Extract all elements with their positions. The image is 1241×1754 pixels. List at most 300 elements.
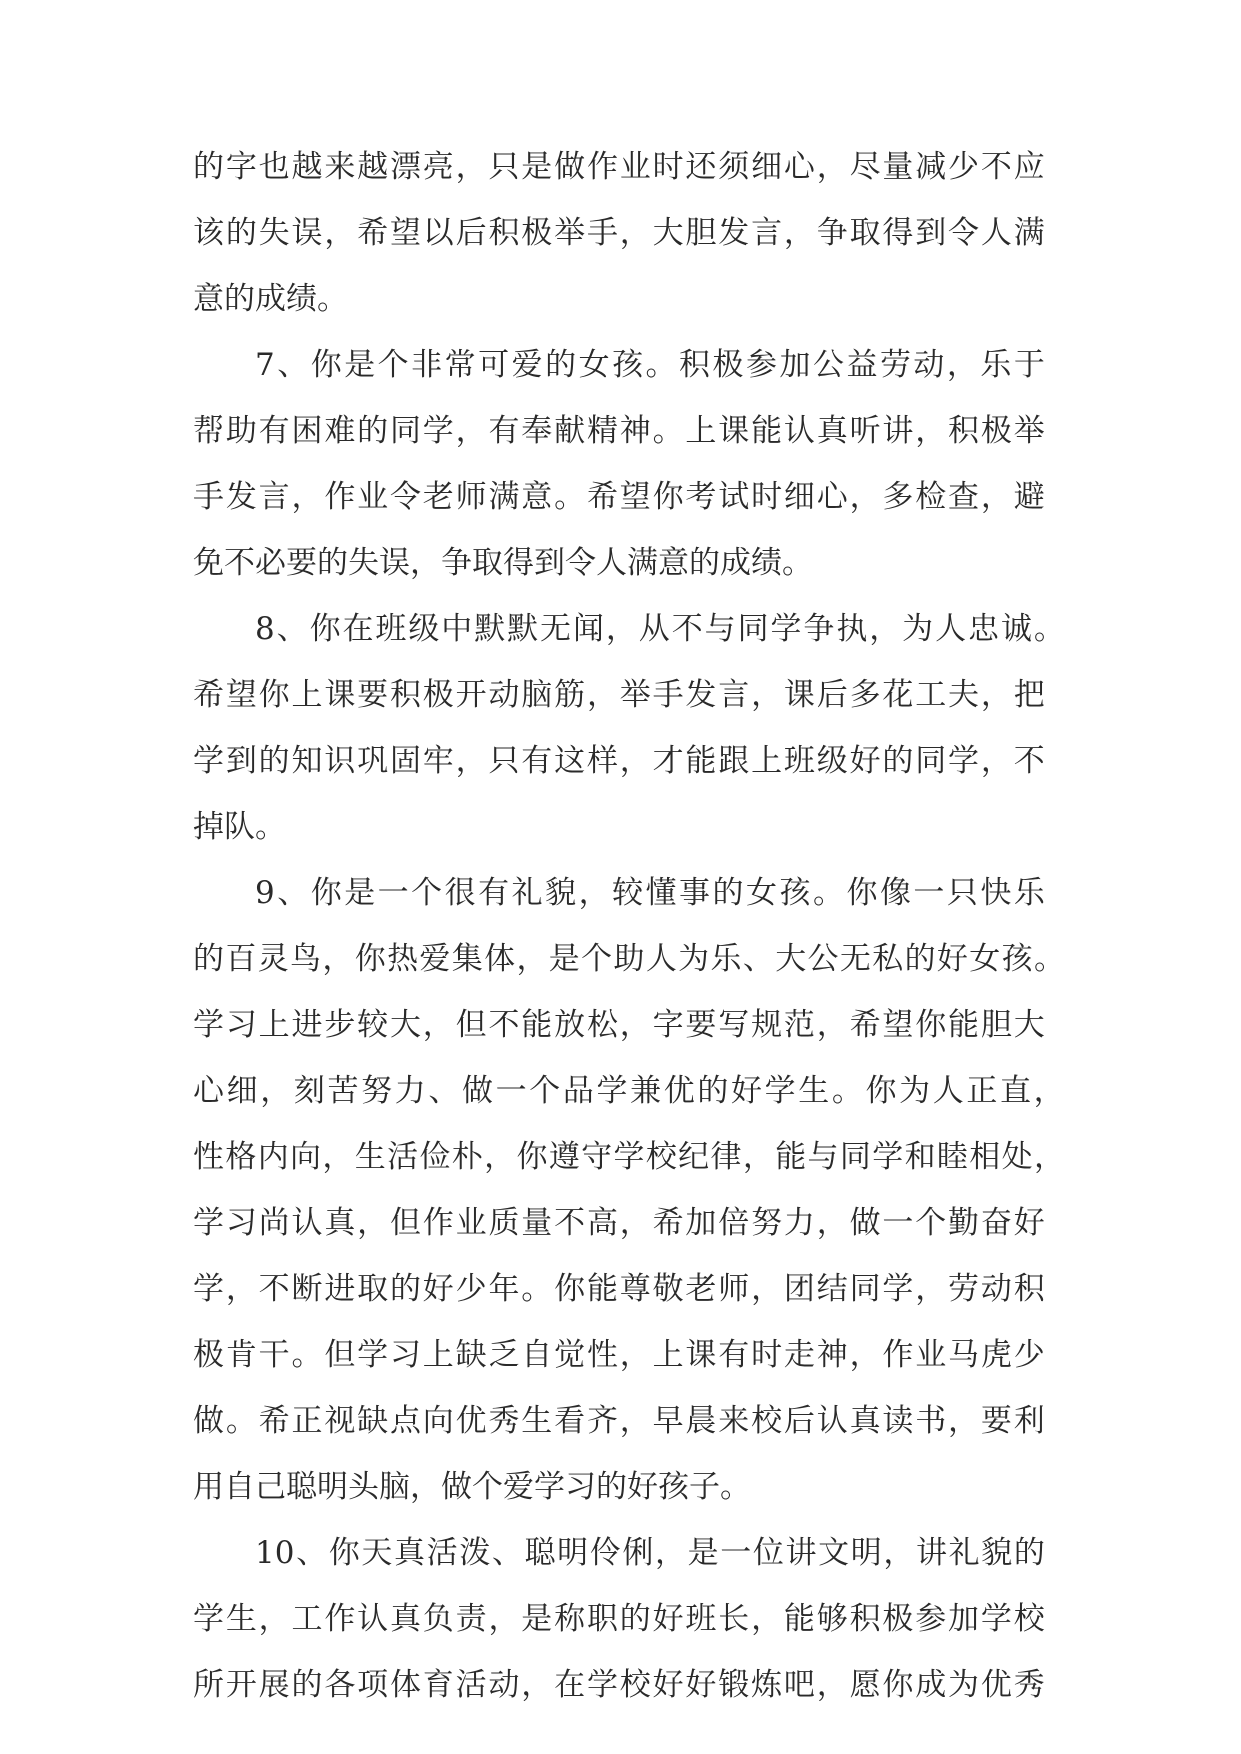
glyph: 无 [839,941,871,977]
glyph: 活 [455,1667,487,1703]
glyph: 灵 [257,941,289,977]
glyph: 愿 [849,1667,881,1703]
glyph: 范 [783,1007,815,1043]
glyph: 进 [324,1271,356,1307]
glyph: 开 [225,1667,257,1703]
glyph: 言 [258,479,290,515]
glyph: 刻 [293,1073,325,1109]
text-line [193,1589,1045,1649]
glyph: 女 [969,941,1001,977]
glyph: ， [948,1403,980,1439]
glyph: ， [455,413,487,449]
paragraph-first-line [255,599,1065,659]
glyph: ， [324,215,356,251]
glyph: 是 [521,1601,553,1637]
glyph: 神 [816,1337,848,1373]
glyph: 须 [718,149,750,185]
glyph: 希 [193,677,224,713]
glyph: 活 [426,1535,458,1571]
glyph: 勤 [948,1205,980,1241]
glyph: 开 [455,677,487,713]
glyph: 师 [718,1271,750,1307]
glyph: 大 [775,941,807,977]
glyph: 要 [357,677,389,713]
glyph: 发 [718,215,750,251]
glyph: 性 [586,1337,618,1373]
glyph: 非 [411,347,443,383]
glyph: 展 [258,1667,290,1703]
glyph: 的 [357,413,389,449]
glyph: 8 [255,611,275,647]
glyph: 的 [1013,1535,1045,1571]
glyph: 加 [779,347,811,383]
glyph: 级 [816,743,848,779]
glyph: 认 [783,413,815,449]
glyph: 讲 [785,1535,817,1571]
glyph: 同 [915,743,947,779]
glyph: ， [586,677,618,713]
glyph: 真 [389,1601,421,1637]
text-line [193,1325,1045,1385]
glyph: 时 [751,479,783,515]
glyph: 学 [948,743,980,779]
glyph: 上 [422,1337,454,1373]
glyph: 心 [816,479,848,515]
glyph: 较 [612,875,644,911]
glyph: 品 [562,1073,594,1109]
glyph: 级 [408,611,440,647]
glyph: 诚 [1000,611,1032,647]
glyph: 缺 [357,1403,389,1439]
glyph: 的 [697,1073,729,1109]
glyph: 上 [291,677,323,713]
glyph: 负 [422,1601,454,1637]
glyph: 一 [720,1535,752,1571]
glyph: 纪 [678,1139,710,1175]
glyph: 你 [310,875,342,911]
glyph: 参 [915,1601,947,1637]
glyph: 马 [948,1337,980,1373]
glyph: ， [619,1337,651,1373]
glyph: 体 [389,1667,421,1703]
glyph: ， [516,941,548,977]
glyph: ， [619,1007,651,1043]
glyph: 的 [882,743,914,779]
glyph: ， [619,743,651,779]
glyph: 好 [731,1073,762,1109]
glyph: 避 [1013,479,1045,515]
glyph: 称 [554,1601,586,1637]
glyph: 大 [652,215,684,251]
glyph: 脑 [521,677,553,713]
glyph: 朴 [451,1139,483,1175]
glyph: 同 [737,611,769,647]
glyph: 真 [816,413,848,449]
glyph: 直 [1000,1073,1031,1109]
glyph: 学 [357,1337,389,1373]
glyph: 、 [277,875,309,911]
glyph: 有 [258,413,290,449]
glyph: 敬 [652,1271,684,1307]
glyph: 学 [422,413,454,449]
glyph: 你 [354,941,386,977]
glyph: 意 [521,479,553,515]
glyph: 10 [255,1535,295,1571]
glyph: 、 [277,347,309,383]
glyph: 做 [462,1073,493,1109]
glyph: 希 [258,1403,290,1439]
glyph: ， [946,347,978,383]
glyph: 只 [488,743,520,779]
glyph: 举 [619,677,651,713]
glyph: 好 [849,743,881,779]
glyph: 业 [455,1205,487,1241]
glyph: 学 [764,1073,796,1109]
glyph: 有 [488,413,520,449]
glyph: 认 [291,1205,323,1241]
glyph: 心 [783,149,815,185]
glyph: 书 [915,1403,947,1439]
glyph: 正 [966,1073,998,1109]
glyph: 字 [225,149,257,185]
glyph: 读 [882,1403,914,1439]
glyph: ， [783,215,815,251]
glyph: 好 [422,1271,454,1307]
glyph: 干 [258,1337,290,1373]
glyph: 9 [255,875,275,911]
glyph: ， [455,149,487,185]
glyph: 望 [882,1007,914,1043]
glyph: 明 [557,1535,589,1571]
glyph: 也 [258,149,290,185]
glyph: ， [816,1205,848,1241]
glyph: 作 [324,1601,356,1637]
glyph: 积 [488,215,520,251]
glyph: ， [258,1601,290,1637]
glyph: 巩 [357,743,389,779]
glyph: 识 [324,743,356,779]
glyph: 文 [818,1535,850,1571]
glyph: 写 [718,1007,750,1043]
glyph: 动 [488,1667,520,1703]
glyph: 优 [663,1073,695,1109]
glyph: 不 [1013,743,1045,779]
glyph: 工 [915,677,947,713]
glyph: 积 [679,347,711,383]
glyph: 晨 [685,1403,717,1439]
glyph: 校 [619,1667,651,1703]
glyph: 遵 [548,1139,580,1175]
glyph: 失 [258,215,290,251]
glyph: 考 [685,479,717,515]
glyph: 固 [389,743,421,779]
glyph: 但 [324,1337,356,1373]
glyph: 好 [1013,1205,1045,1241]
glyph: 争 [816,215,848,251]
glyph: 查 [948,479,980,515]
glyph: 认 [357,1601,389,1637]
glyph: 和 [904,1139,936,1175]
glyph: ， [578,875,610,911]
glyph: 业 [915,1337,947,1373]
glyph: 自 [521,1337,553,1373]
glyph: 成 [915,1667,947,1703]
glyph: 到 [225,743,257,779]
glyph: 虎 [980,1337,1012,1373]
glyph: 的 [258,743,290,779]
glyph: 试 [718,479,750,515]
glyph: 是 [344,875,376,911]
glyph: 你 [652,479,684,515]
glyph: 、 [742,941,774,977]
glyph: 该 [193,215,224,251]
glyph: ， [1033,1073,1065,1109]
glyph: ， [849,1337,881,1373]
glyph: 课 [324,677,356,713]
glyph: 班 [375,611,407,647]
glyph: ， [322,1139,354,1175]
glyph: 班 [685,1601,717,1637]
glyph: 积 [849,1601,881,1637]
glyph: ， [322,941,354,977]
glyph: 是 [344,347,376,383]
glyph: 漂 [389,149,421,185]
glyph: 你 [310,347,342,383]
glyph: 帮 [193,413,224,449]
glyph: 好 [936,941,968,977]
glyph: 。 [645,347,677,383]
glyph: 业 [357,479,389,515]
glyph: 知 [291,743,323,779]
glyph: 努 [751,1205,783,1241]
paragraph-first-line [255,1523,1045,1583]
glyph: ， [980,677,1012,713]
text-line: 免不必要的失误，争取得到令人满意的成绩。 [193,545,813,581]
glyph: 为 [902,611,934,647]
glyph: 动 [488,677,520,713]
glyph: 奉 [521,413,553,449]
glyph: 、 [276,611,308,647]
glyph: 集 [451,941,483,977]
glyph: 但 [389,1205,421,1241]
glyph: 是 [687,1535,719,1571]
glyph: 劳 [948,1271,980,1307]
glyph: 听 [849,413,881,449]
glyph: 步 [324,1007,356,1043]
glyph: 望 [225,677,257,713]
glyph: 礼 [948,1535,980,1571]
glyph: 极 [422,677,454,713]
glyph: ， [751,1601,783,1637]
glyph: 多 [849,677,881,713]
glyph: 松 [586,1007,618,1043]
glyph: 内 [257,1139,289,1175]
glyph: 手 [586,215,618,251]
glyph: 同 [849,1271,881,1307]
glyph: 。 [652,413,684,449]
glyph: 处 [1001,1139,1033,1175]
glyph: 讲 [882,413,914,449]
glyph: 发 [685,677,717,713]
glyph: 常 [444,347,476,383]
glyph: 希 [357,215,389,251]
glyph: ， [816,1007,848,1043]
glyph: ， [619,1403,651,1439]
glyph: 默 [474,611,506,647]
glyph: 公 [812,347,844,383]
glyph: ， [291,479,323,515]
glyph: 学 [882,1271,914,1307]
glyph: ， [980,743,1012,779]
glyph: 益 [846,347,878,383]
glyph: 能 [775,1139,807,1175]
glyph: 够 [816,1601,848,1637]
glyph: 夫 [948,677,980,713]
glyph: 才 [652,743,684,779]
glyph: 长 [718,1601,750,1637]
glyph: 优 [455,1403,487,1439]
glyph: 执 [836,611,868,647]
glyph: 老 [685,1271,717,1307]
glyph: 的 [291,1667,323,1703]
glyph: ， [357,1205,389,1241]
text-line [193,1391,1045,1451]
glyph: 炼 [751,1667,783,1703]
glyph: ， [915,413,947,449]
glyph: 礼 [511,875,543,911]
glyph: 。 [1033,941,1065,977]
glyph: 正 [291,1403,323,1439]
paragraph-first-line [255,335,1045,395]
glyph: 的 [193,149,224,185]
glyph: 忠 [968,611,1000,647]
glyph: 个 [377,347,409,383]
glyph: 应 [1013,149,1045,185]
text-line [193,467,1045,527]
glyph: 举 [554,215,586,251]
glyph: 你 [309,611,341,647]
text-line [193,203,1045,263]
glyph: 认 [816,1403,848,1439]
glyph: 手 [652,677,684,713]
glyph: 生 [225,1601,257,1637]
glyph: 校 [751,1403,783,1439]
glyph: 有 [718,1337,750,1373]
glyph: 缺 [455,1337,487,1373]
glyph: 热 [387,941,419,977]
text-line [193,1127,1065,1187]
glyph: 活 [387,1139,419,1175]
glyph: 极 [193,1337,224,1373]
glyph: ， [422,1007,454,1043]
glyph: 花 [882,677,914,713]
glyph: 参 [746,347,777,383]
glyph: 从 [638,611,670,647]
glyph: ， [619,215,651,251]
glyph: 学 [613,1139,645,1175]
glyph: 相 [969,1139,1001,1175]
glyph: 无 [540,611,572,647]
glyph: 习 [225,1205,257,1241]
glyph: ， [484,1139,516,1175]
glyph: 鸟 [290,941,322,977]
glyph: 校 [1013,1601,1045,1637]
glyph: 量 [882,149,914,185]
glyph: 各 [324,1667,356,1703]
glyph: 能 [751,413,783,449]
glyph: 一 [913,875,945,911]
glyph: 看 [554,1403,586,1439]
glyph: 发 [225,479,257,515]
glyph: 争 [803,611,835,647]
glyph: 所 [193,1667,224,1703]
glyph: 助 [613,941,645,977]
glyph: 较 [357,1007,389,1043]
glyph: 真 [324,1205,356,1241]
glyph: ， [605,611,637,647]
glyph: 做 [193,1403,224,1439]
glyph: 希 [652,1205,684,1241]
glyph: 后 [783,1403,815,1439]
glyph: ， [455,743,487,779]
glyph: 很 [444,875,476,911]
glyph: 样 [586,743,618,779]
glyph: 锻 [718,1667,750,1703]
glyph: 事 [679,875,711,911]
glyph: 位 [752,1535,784,1571]
text-line [193,1061,1065,1121]
text-line: 用自己聪明头脑，做个爱学习的好孩子。 [193,1469,751,1505]
glyph: 个 [529,1073,561,1109]
glyph: 学 [770,611,802,647]
glyph: ， [849,479,881,515]
glyph: 的 [389,1271,421,1307]
glyph: 有 [521,743,553,779]
glyph: 学 [193,1271,224,1307]
glyph: 多 [882,479,914,515]
glyph: 貌 [545,875,577,911]
glyph: 作 [882,1337,914,1373]
glyph: 为 [948,1667,980,1703]
glyph: 俭 [419,1139,451,1175]
glyph: 学 [193,1007,224,1043]
glyph: 貌 [981,1535,1013,1571]
glyph: 得 [882,215,914,251]
glyph: 孩 [779,875,811,911]
glyph: 高 [586,1205,618,1241]
glyph: 私 [872,941,904,977]
glyph: ， [742,1139,774,1175]
glyph: 天 [361,1535,393,1571]
glyph: 。 [554,479,586,515]
glyph: 努 [361,1073,393,1109]
glyph: 希 [849,1007,881,1043]
glyph: 减 [915,149,947,185]
glyph: 亮 [422,149,454,185]
glyph: 动 [913,347,945,383]
glyph: 规 [751,1007,783,1043]
glyph: 希 [586,479,618,515]
text-line [193,1259,1045,1319]
glyph: 年 [488,1271,520,1307]
glyph: 能 [685,743,717,779]
glyph: 极 [712,347,744,383]
glyph: 工 [291,1601,323,1637]
glyph: 乐 [1013,875,1045,911]
glyph: 还 [685,149,717,185]
glyph: 点 [389,1403,421,1439]
glyph: 孩 [612,347,644,383]
